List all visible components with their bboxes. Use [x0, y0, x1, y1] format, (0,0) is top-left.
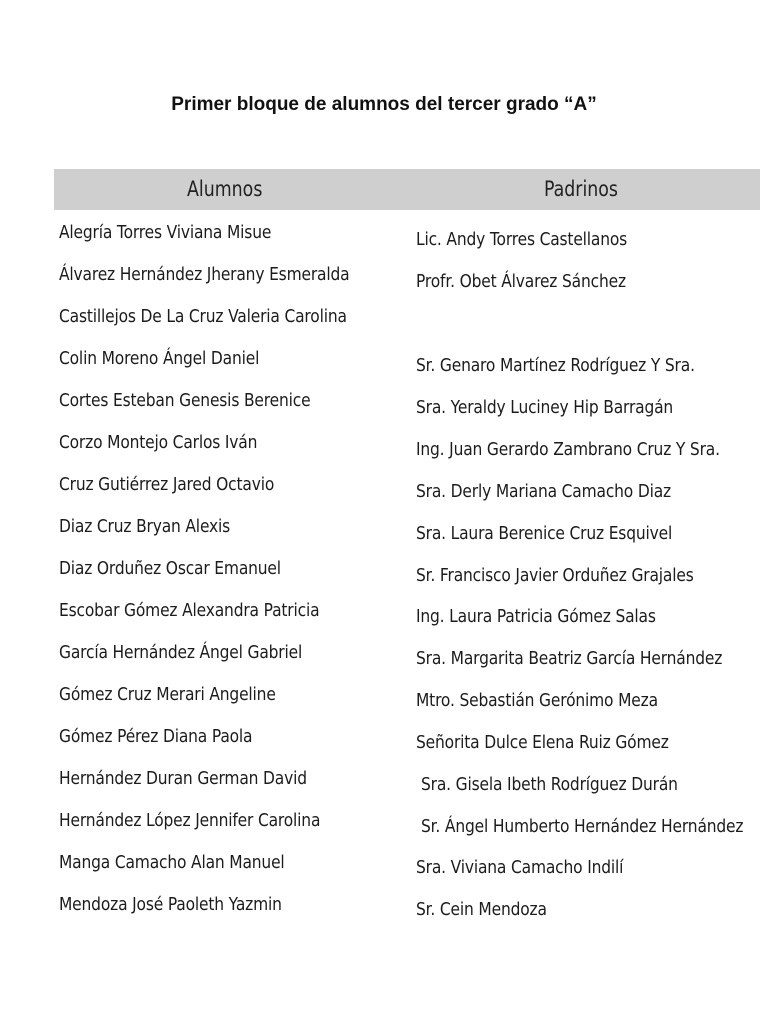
- student-name: Castillejos De La Cruz Valeria Carolina: [59, 306, 347, 327]
- sponsor-name: Ing. Laura Patricia Gómez Salas: [416, 606, 656, 627]
- sponsor-name: Sra. Margarita Beatriz García Hernández: [416, 648, 723, 669]
- sponsor-name: Sra. Yeraldy Luciney Hip Barragán: [416, 397, 674, 418]
- sponsor-name: Sra. Derly Mariana Camacho Diaz: [416, 481, 672, 502]
- student-name: Diaz Cruz Bryan Alexis: [59, 516, 231, 537]
- student-name: Escobar Gómez Alexandra Patricia: [59, 600, 320, 621]
- student-name: Hernández Duran German David: [59, 768, 307, 789]
- student-name: Colin Moreno Ángel Daniel: [59, 348, 260, 369]
- column-header-students: Alumnos: [187, 177, 263, 201]
- sponsor-name: Sr. Ángel Humberto Hernández Hernández: [421, 816, 744, 837]
- student-name: Mendoza José Paoleth Yazmin: [59, 894, 282, 915]
- student-name: Alegría Torres Viviana Misue: [59, 222, 272, 243]
- column-header-sponsors: Padrinos: [544, 177, 618, 201]
- sponsor-name: Sra. Viviana Camacho Indilí: [416, 857, 624, 878]
- sponsor-name: Sr. Genaro Martínez Rodríguez Y Sra.: [416, 355, 695, 376]
- student-name: Cortes Esteban Genesis Berenice: [59, 390, 311, 411]
- student-name: Diaz Orduñez Oscar Emanuel: [59, 558, 281, 579]
- table-header-band: [54, 169, 760, 210]
- student-name: Hernández López Jennifer Carolina: [59, 810, 321, 831]
- sponsor-name: Sr. Francisco Javier Orduñez Grajales: [416, 565, 694, 586]
- student-name: Álvarez Hernández Jherany Esmeralda: [59, 264, 350, 285]
- sponsor-name: Ing. Juan Gerardo Zambrano Cruz Y Sra.: [416, 439, 720, 460]
- sponsor-name: Sra. Gisela Ibeth Rodríguez Durán: [421, 774, 678, 795]
- sponsor-name: Lic. Andy Torres Castellanos: [416, 229, 628, 250]
- student-name: Corzo Montejo Carlos Iván: [59, 432, 258, 453]
- student-name: García Hernández Ángel Gabriel: [59, 642, 303, 663]
- sponsor-name: Sra. Laura Berenice Cruz Esquivel: [416, 523, 673, 544]
- page-title: Primer bloque de alumnos del tercer grado “A”: [171, 94, 597, 115]
- student-name: Gómez Cruz Merari Angeline: [59, 684, 276, 705]
- sponsor-name: Mtro. Sebastián Gerónimo Meza: [416, 690, 658, 711]
- student-name: Manga Camacho Alan Manuel: [59, 852, 285, 873]
- student-name: Gómez Pérez Diana Paola: [59, 726, 253, 747]
- sponsor-name: Sr. Cein Mendoza: [416, 899, 547, 920]
- sponsor-name: Señorita Dulce Elena Ruiz Gómez: [416, 732, 669, 753]
- student-name: Cruz Gutiérrez Jared Octavio: [59, 474, 275, 495]
- sponsor-name: Profr. Obet Álvarez Sánchez: [416, 271, 626, 292]
